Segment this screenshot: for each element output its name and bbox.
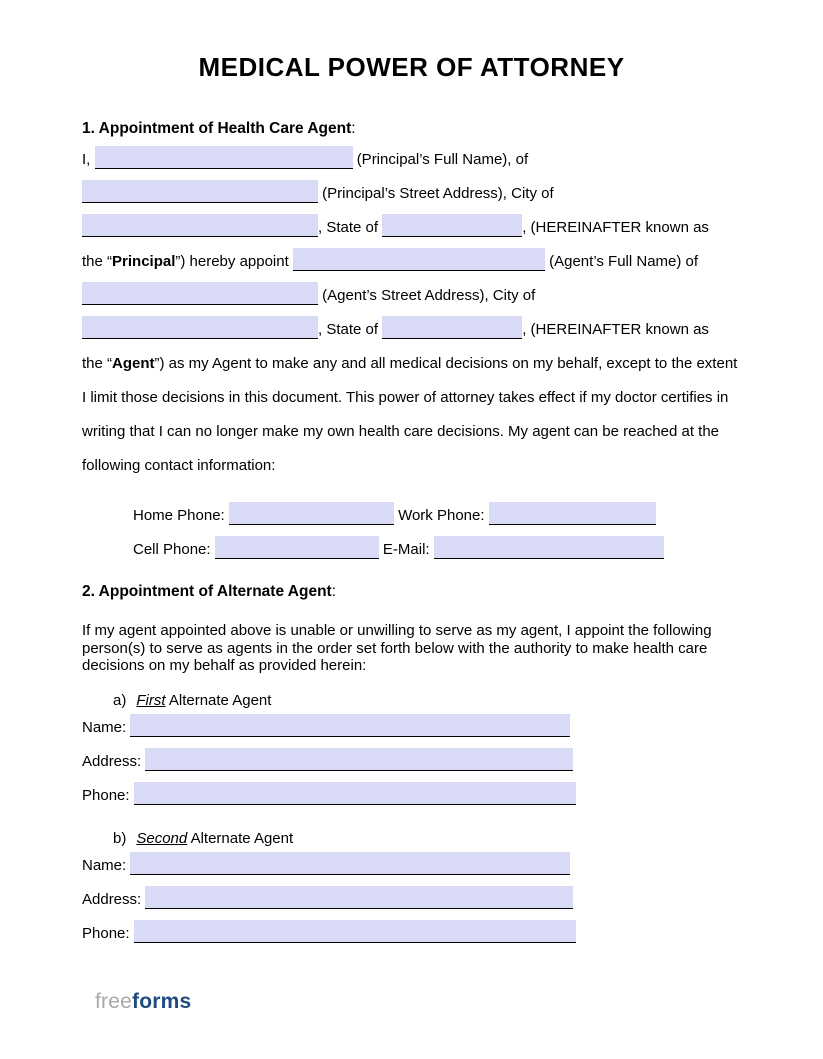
document-title: MEDICAL POWER OF ATTORNEY	[198, 52, 625, 82]
line-text: I,	[82, 151, 91, 168]
work-phone-label: Work Phone:	[398, 507, 485, 524]
principal-city-field[interactable]	[82, 214, 318, 237]
form-line-alt2-address	[82, 883, 741, 917]
cell-phone-field[interactable]	[215, 536, 379, 559]
agent-term-bold: Agent	[112, 355, 155, 372]
email-label: E-Mail:	[382, 541, 430, 558]
second-alternate-phone-field[interactable]	[134, 920, 576, 943]
form-line-alt2-name	[82, 849, 741, 883]
line-text: , (HEREINAFTER known as	[522, 219, 709, 236]
section-1-heading-colon: :	[351, 120, 356, 137]
closing-text: ”) as my Agent to make any and all medical decisions on my behalf, except to the extent I limit those decisions in this document. This power of attorney takes effect if my doctor certifies in writing that I can no longer make my own health care decisions. My agent can be reached at the following contact information:	[82, 355, 738, 474]
name-label: Name:	[82, 718, 127, 736]
form-line-agent-city-state	[82, 313, 741, 347]
section-1-heading	[82, 120, 741, 138]
address-label: Address:	[82, 752, 142, 770]
email-field[interactable]	[434, 536, 664, 559]
agent-full-name-field[interactable]	[293, 248, 545, 271]
logo-free-text: free	[95, 990, 132, 1013]
second-alternate-address-field[interactable]	[145, 886, 573, 909]
principal-agent-paragraph	[82, 143, 741, 347]
contact-row-1	[82, 499, 741, 533]
home-phone-label: Home Phone:	[133, 507, 225, 524]
form-line-alt1-address	[82, 745, 741, 779]
name-label: Name:	[82, 856, 127, 874]
form-line-alt2-phone	[82, 917, 741, 951]
work-phone-field[interactable]	[489, 502, 656, 525]
home-phone-field[interactable]	[229, 502, 394, 525]
address-label: Address:	[82, 890, 142, 908]
agent-city-field[interactable]	[82, 316, 318, 339]
document-content	[82, 120, 741, 951]
cell-phone-label: Cell Phone:	[133, 541, 211, 558]
section-2-heading-text: 2. Appointment of Alternate Agent	[82, 583, 332, 600]
agent-label-text: Alternate Agent	[190, 829, 294, 847]
section-2-heading	[82, 583, 741, 601]
contact-row-2	[82, 533, 741, 567]
agent-label-text: Alternate Agent	[168, 691, 272, 709]
line-text: , State of	[318, 219, 379, 236]
principal-full-name-field[interactable]	[95, 146, 353, 169]
freeforms-logo	[95, 990, 191, 1014]
first-alternate-agent-rows	[82, 711, 741, 813]
line-text: , State of	[318, 321, 379, 338]
phone-label: Phone:	[82, 924, 130, 942]
first-alternate-agent-label	[82, 690, 741, 711]
line-text: (Principal’s Full Name), of	[356, 151, 529, 168]
first-alternate-phone-field[interactable]	[134, 782, 576, 805]
second-alternate-agent-rows	[82, 849, 741, 951]
form-line-principal-name	[82, 143, 741, 177]
line-text: (Agent’s Full Name) of	[549, 253, 699, 270]
first-alternate-name-field[interactable]	[130, 714, 570, 737]
form-line-principal-city-state	[82, 211, 741, 245]
line-text: (Principal’s Street Address), City of	[322, 185, 554, 202]
line-text: , (HEREINAFTER known as	[522, 321, 709, 338]
principal-state-field[interactable]	[382, 214, 522, 237]
principal-street-address-field[interactable]	[82, 180, 318, 203]
principal-term-bold: Principal	[112, 253, 176, 270]
line-text: the “	[82, 253, 113, 270]
phone-label: Phone:	[82, 786, 130, 804]
closing-text: the “	[82, 355, 113, 372]
first-alternate-address-field[interactable]	[145, 748, 573, 771]
section-2-heading-colon: :	[331, 583, 337, 600]
ordinal-first: First	[136, 691, 166, 709]
section-1-closing-paragraph	[82, 347, 741, 483]
contact-information-block	[82, 499, 741, 567]
second-alternate-name-field[interactable]	[130, 852, 570, 875]
list-letter: a)	[113, 691, 127, 709]
list-letter: b)	[113, 829, 127, 847]
section-2-intro-paragraph: If my agent appointed above is unable or unwilling to serve as my agent, I appoint the following person(s) to serve as agents in the order set forth below with the authority to make health care decisions on my behalf as provided herein:	[82, 622, 712, 674]
form-line-agent-name	[82, 245, 741, 279]
agent-street-address-field[interactable]	[82, 282, 318, 305]
form-line-alt1-name	[82, 711, 741, 745]
agent-state-field[interactable]	[382, 316, 522, 339]
form-line-principal-address	[82, 177, 741, 211]
line-text: (Agent’s Street Address), City of	[322, 287, 536, 304]
form-line-agent-address	[82, 279, 741, 313]
ordinal-second: Second	[136, 829, 188, 847]
logo-forms-text: forms	[132, 990, 192, 1013]
second-alternate-agent-label	[82, 828, 741, 849]
form-line-alt1-phone	[82, 779, 741, 813]
line-text: ”) hereby appoint	[175, 253, 289, 270]
section-1-heading-text: 1. Appointment of Health Care Agent	[82, 120, 352, 137]
